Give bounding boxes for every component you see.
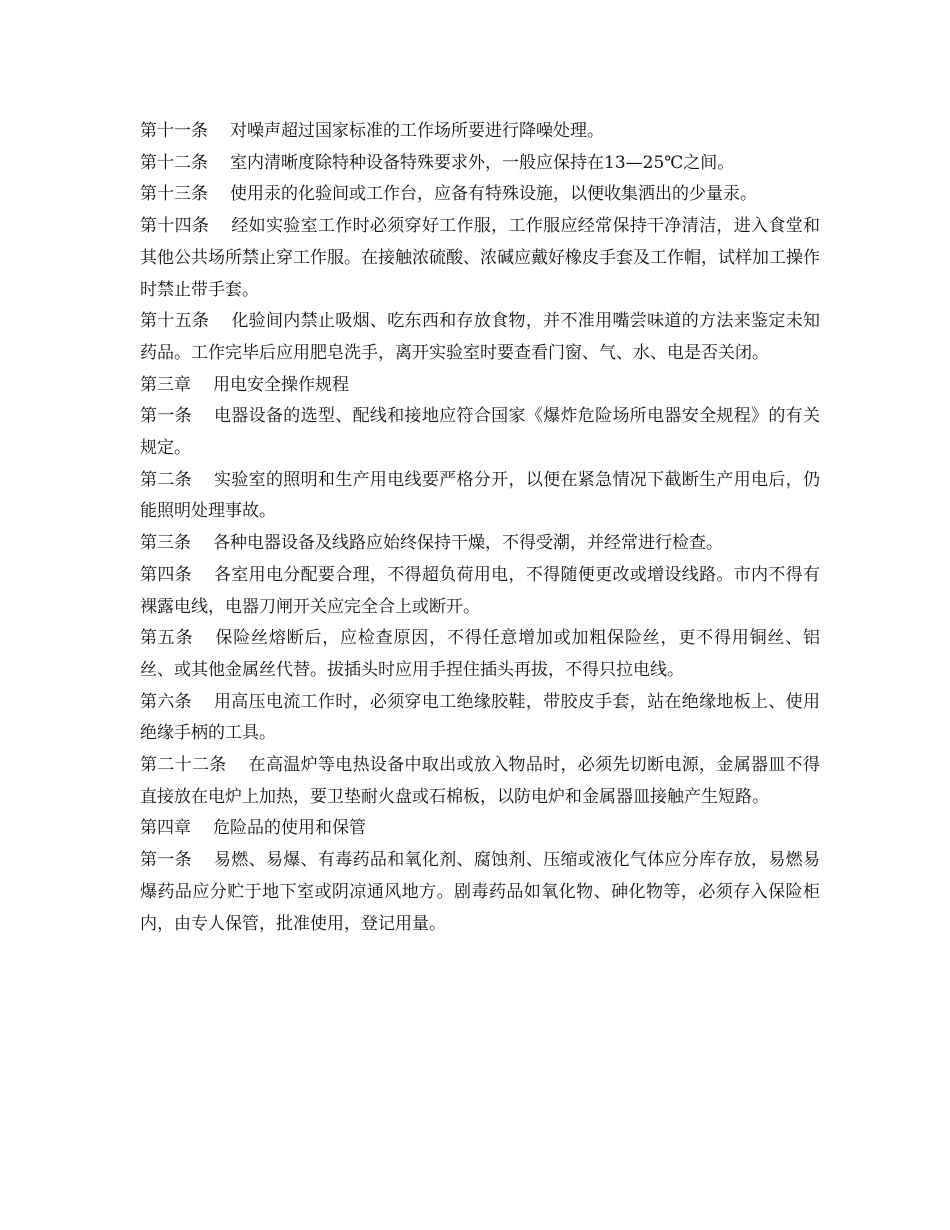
article-text: 实验室的照明和生产用电线要严格分开，以便在紧急情况下截断生产用电后，仍能照明处理事故。	[140, 469, 821, 522]
article-heading: 第二十二条	[140, 755, 227, 776]
chapter-heading-paragraph	[140, 370, 820, 402]
article-heading: 第十一条	[140, 121, 208, 141]
article-text: 化验间内禁止吸烟、吃东西和存放食物，并不准用嘴尝味道的方法来鉴定未知药品。工作完毕后应用肥皂洗手，离开实验室时要查看门窗、气、水、电是否关闭。	[140, 311, 821, 363]
article-paragraph	[140, 179, 820, 211]
article-paragraph	[140, 560, 820, 623]
article-heading: 第一条	[140, 850, 192, 871]
article-text: 用高压电流工作时，必须穿电工绝缘胶鞋，带胶皮手套，站在绝缘地板上、使用绝缘手柄的工具。	[140, 691, 821, 744]
article-heading: 第一条	[140, 406, 192, 427]
article-paragraph	[140, 750, 820, 813]
article-text: 电器设备的选型、配线和接地应符合国家《爆炸危险场所电器安全规程》的有关规定。	[140, 406, 821, 459]
article-text: 保险丝熔断后，应检查原因，不得任意增加或加粗保险丝，更不得用铜丝、铝丝、或其他金属丝代替。拔插头时应用手捏住插头再拔，不得只拉电线。	[140, 628, 821, 680]
chapter-title: 用电安全操作规程	[213, 374, 349, 395]
article-paragraph	[140, 401, 820, 464]
article-paragraph	[140, 465, 820, 528]
document-body	[140, 116, 820, 940]
article-heading: 第十三条	[140, 184, 208, 205]
article-paragraph	[140, 116, 820, 148]
article-heading: 第三条	[140, 533, 191, 554]
article-text: 各种电器设备及线路应始终保持干燥，不得受潮，并经常进行检查。	[213, 533, 723, 554]
article-text: 经如实验室工作时必须穿好工作服，工作服应经常保持干净清洁，进入食堂和其他公共场所禁止穿工作服。在接触浓硫酸、浓碱应戴好橡皮手套及工作帽，试样加工操作时禁止带手套。	[140, 216, 821, 300]
article-paragraph	[140, 528, 820, 560]
article-heading: 第四条	[140, 564, 192, 585]
article-paragraph	[140, 845, 820, 940]
chapter-heading: 第三章	[140, 374, 191, 395]
article-heading: 第六条	[140, 691, 192, 712]
article-paragraph	[140, 306, 820, 369]
article-text: 各室用电分配要合理，不得超负荷用电，不得随便更改或增设线路。市内不得有裸露电线，电器刀闸开关应完全合上或断开。	[140, 564, 821, 617]
article-paragraph	[140, 623, 820, 686]
chapter-heading-paragraph	[140, 813, 820, 845]
chapter-title: 危险品的使用和保管	[213, 818, 366, 839]
article-heading: 第五条	[140, 628, 194, 649]
article-heading: 第十五条	[140, 311, 210, 332]
article-text: 在高温炉等电热设备中取出或放入物品时，必须先切断电源，金属器皿不得直接放在电炉上加热，要卫垫耐火盘或石棉板，以防电炉和金属器皿接触产生短路。	[140, 755, 821, 807]
article-heading: 第十四条	[140, 216, 210, 237]
article-heading: 第十二条	[140, 152, 208, 173]
article-text: 使用汞的化验间或工作台，应备有特殊设施，以便收集洒出的少量汞。	[230, 184, 757, 205]
article-text: 易燃、易爆、有毒药品和氧化剂、腐蚀剂、压缩或液化气体应分库存放，易燃易爆药品应分贮于地下室或阴凉通风地方。剧毒药品如氧化物、砷化物等，必须存入保险柜内，由专人保管，批准使用，登记用量。	[140, 850, 821, 934]
article-heading: 第二条	[140, 469, 192, 490]
article-paragraph	[140, 687, 820, 750]
chapter-heading: 第四章	[140, 818, 191, 839]
article-paragraph	[140, 211, 820, 306]
article-paragraph	[140, 148, 820, 180]
article-text: 室内清晰度除特种设备特殊要求外，一般应保持在13—25℃之间。	[230, 152, 735, 173]
article-text: 对噪声超过国家标准的工作场所要进行降噪处理。	[230, 121, 604, 141]
